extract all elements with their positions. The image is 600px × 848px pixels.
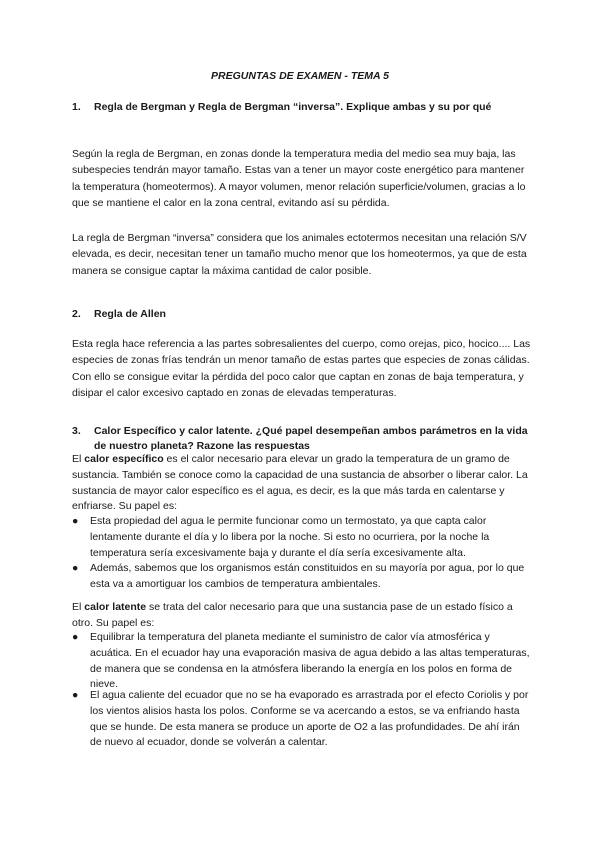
question-2-number: 2. — [72, 308, 81, 320]
page-title: PREGUNTAS DE EXAMEN - TEMA 5 — [211, 70, 389, 82]
question-1-paragraph-1: Según la regla de Bergman, en zonas donde la temperatura media del medio sea muy baja, las subespecies tendrán mayor tamaño. Estas van a tener un mayor coste energético para mantener la temperatura (homeotermos). A mayor volumen, menor relación superficie/volumen, gracias a lo que se mantiene el calor en la zona central, evitando así su pérdida. — [72, 148, 526, 210]
question-2-text: Regla de Allen — [94, 308, 166, 320]
bullet-icon: ● — [72, 562, 79, 574]
question-1-text: Regla de Bergman y Regla de Bergman “inversa”. Explique ambas y su por qué — [94, 101, 492, 113]
question-3-heading — [72, 424, 534, 454]
question-1-heading — [72, 100, 534, 115]
latent-heat-bullet-1-text: Equilibrar la temperatura del planeta mediante el suministro de calor vía atmosférica y acuática. En el ecuador hay una evaporación masiva de agua debido a las altas temperaturas, de manera que se condensa en la atmósfera liberando la energía en los polos en forma de nieve. — [90, 631, 530, 691]
question-2-paragraph-1: Esta regla hace referencia a las partes sobresalientes del cuerpo, como orejas, pico, hocico.... Las especies de zonas frías tendrán un menor tamaño de estas partes que especies de zonas cálidas. Con ello se consigue evitar la pérdida del poco calor que captan en zonas de baja temperatura, y disipar el calor excesivo captado en zonas de elevadas temperaturas. — [72, 338, 531, 400]
question-3-text: Calor Específico y calor latente. ¿Qué papel desempeñan ambos parámetros en la vida de nuestro planeta? Razone las respuestas — [94, 425, 528, 452]
specific-heat-paragraph — [72, 452, 534, 515]
latent-heat-bullet-2 — [72, 688, 534, 751]
latent-heat-lead: El — [72, 601, 85, 613]
specific-heat-bullet-2 — [72, 561, 534, 593]
specific-heat-text: es el calor necesario para elevar un grado la temperatura de un gramo de sustancia. También se conoce como la capacidad de una sustancia de absorber o liberar calor. La sustancia de mayor calor específico es el agua, es decir, es la que más tarda en calentarse y enfriarse. Su papel es: — [72, 453, 528, 513]
specific-heat-term: calor específico — [84, 453, 164, 465]
specific-heat-bullet-1 — [72, 514, 534, 561]
specific-heat-bullet-2-text: Además, sabemos que los organismos están constituidos en su mayoría por agua, por lo que esta va a amortiguar los cambios de temperatura ambientales. — [90, 562, 525, 590]
latent-heat-bullet-1 — [72, 630, 534, 693]
bullet-icon: ● — [72, 689, 79, 701]
bullet-icon: ● — [72, 515, 79, 527]
bullet-icon: ● — [72, 631, 79, 643]
latent-heat-text: se trata del calor necesario para que una sustancia pase de un estado físico a otro. Su papel es: — [72, 601, 513, 629]
latent-heat-bullet-2-text: El agua caliente del ecuador que no se ha evaporado es arrastrada por el efecto Coriolis y por los vientos alisios hasta los polos. Conforme se va acercando a estos, se va enfriando hasta que se hunde. De esta manera se produce un aporte de O2 a las profundidades. De ahí irán de nuevo al ecuador, donde se volverán a calentar. — [90, 689, 529, 749]
specific-heat-lead: El — [72, 453, 85, 465]
latent-heat-term: calor latente — [84, 601, 147, 613]
question-2-heading — [72, 307, 534, 322]
question-1-number: 1. — [72, 101, 81, 113]
question-3-number: 3. — [72, 425, 81, 437]
question-1-paragraph-2: La regla de Bergman “inversa” considera que los animales ectotermos necesitan una relación S/V elevada, es decir, necesitan tener un tamaño mucho menor que los homeotermos, ya que de esta manera se consigue captar la máxima cantidad de calor posible. — [72, 232, 527, 277]
latent-heat-paragraph — [72, 600, 534, 632]
specific-heat-bullet-1-text: Esta propiedad del agua le permite funcionar como un termostato, ya que capta calor lentamente durante el día y lo libera por la noche. Si esto no ocurriera, por la noche la temperatura sería excesivamente baja y durante el día sería excesivamente alta. — [90, 515, 490, 559]
